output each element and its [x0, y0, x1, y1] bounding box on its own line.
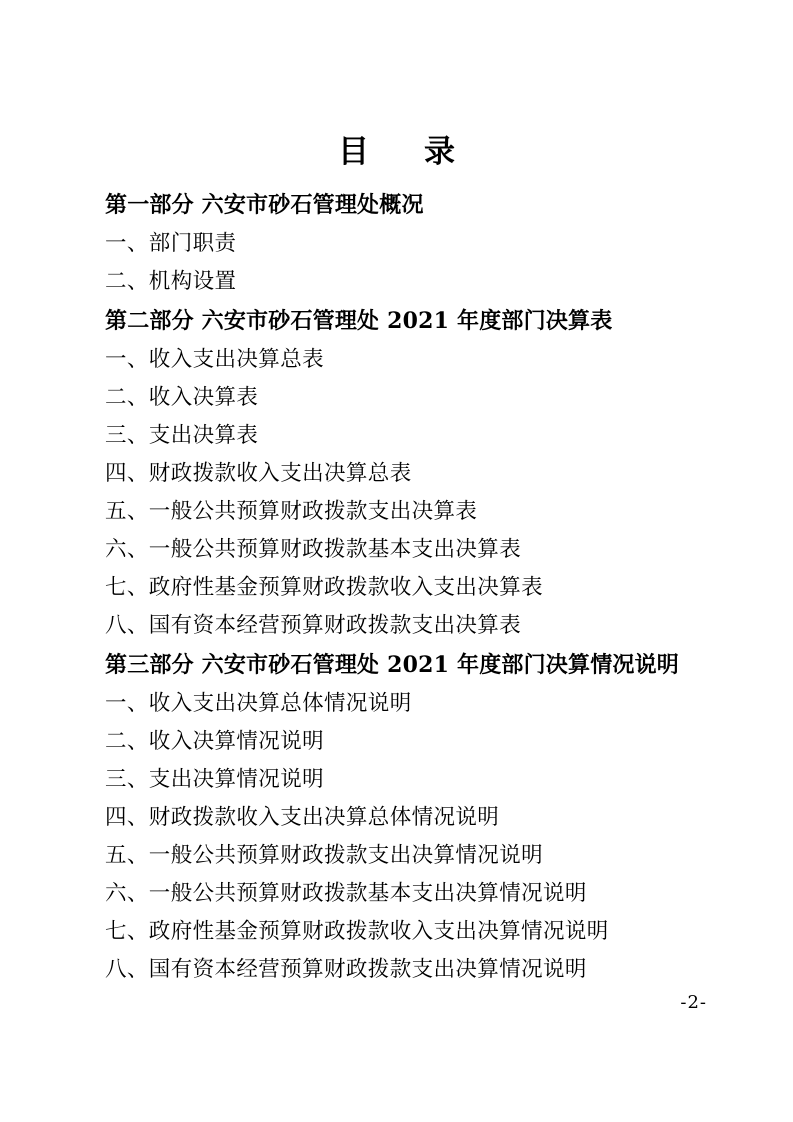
page-number: -2-	[680, 992, 707, 1013]
toc-item[interactable]: 五、一般公共预算财政拨款支出决算表	[105, 499, 478, 525]
table-of-contents	[0, 185, 793, 989]
toc-item[interactable]: 八、国有资本经营预算财政拨款支出决算表	[105, 613, 522, 639]
toc-item[interactable]: 四、财政拨款收入支出决算总表	[105, 461, 412, 487]
toc-part-heading[interactable]: 第二部分 六安市砂石管理处 2021 年度部门决算表	[105, 308, 613, 335]
toc-item[interactable]: 四、财政拨款收入支出决算总体情况说明	[105, 805, 500, 831]
toc-item[interactable]: 七、政府性基金预算财政拨款收入支出决算表	[105, 575, 544, 601]
toc-part-heading[interactable]: 第三部分 六安市砂石管理处 2021 年度部门决算情况说明	[105, 652, 680, 679]
toc-item[interactable]: 一、收入支出决算总表	[105, 347, 325, 373]
toc-item[interactable]: 二、收入决算表	[105, 385, 259, 411]
toc-item[interactable]: 三、支出决算情况说明	[105, 767, 325, 793]
page-title: 目 录	[338, 134, 467, 170]
toc-item[interactable]: 六、一般公共预算财政拨款基本支出决算情况说明	[105, 881, 587, 907]
toc-item[interactable]: 六、一般公共预算财政拨款基本支出决算表	[105, 537, 522, 563]
toc-part-heading[interactable]: 第一部分 六安市砂石管理处概况	[105, 192, 424, 219]
toc-item[interactable]: 二、机构设置	[105, 269, 237, 295]
toc-item[interactable]: 一、收入支出决算总体情况说明	[105, 691, 412, 717]
toc-item[interactable]: 三、支出决算表	[105, 423, 259, 449]
toc-item[interactable]: 七、政府性基金预算财政拨款收入支出决算情况说明	[105, 919, 609, 945]
toc-item[interactable]: 五、一般公共预算财政拨款支出决算情况说明	[105, 843, 544, 869]
toc-item[interactable]: 八、国有资本经营预算财政拨款支出决算情况说明	[105, 957, 587, 983]
toc-item[interactable]: 二、收入决算情况说明	[105, 729, 325, 755]
toc-item[interactable]: 一、部门职责	[105, 231, 237, 257]
